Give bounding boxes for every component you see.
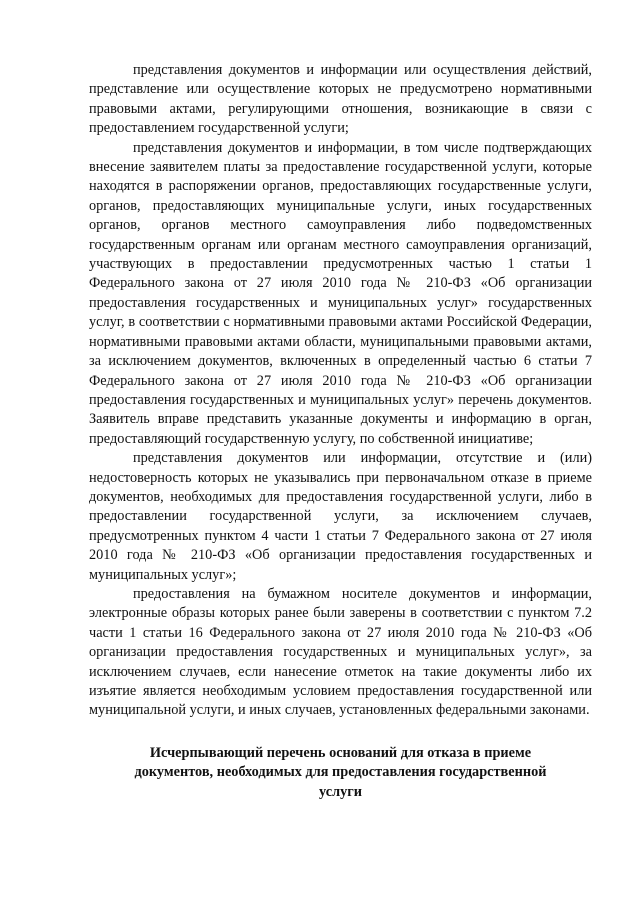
paragraph-4: предоставления на бумажном носителе документов и информации, электронные образы которых ранее были заверены в соответствии с пунктом 7.2 части 1 статьи 16 Федерального закона от 27 июля 2010 года № 210-ФЗ «Об организации предоставления государственных и муниципальных услуг», за исключением случаев, если нанесение отметок на такие документы либо их изъятие является необходимым условием предоставления государственной или муниципальной услуги, и иных случаев, установленных федеральными законами. [89,585,592,719]
paragraph-1: представления документов и информации или осуществления действий, представление или осуществление которых не предусмотрено нормативными правовыми актами, регулирующими отношения, возникающие в связи с предоставлением государственной услуги; [89,62,592,137]
paragraph-2: представления документов и информации, в том числе подтверждающих внесение заявителем платы за предоставление государственной услуги, которые находятся в распоряжении органов, предоставляющих государственные услуги, органов, предоставляющих муниципальные услуги, иных государственных органов, органов местного самоуправления либо подведомственных государственным органам или органам местного самоуправления организаций, участвующих в предоставлении предусмотренных частью 1 статьи 1 Федерального закона от 27 июля 2010 года № 210-ФЗ «Об организации предоставления государственных и муниципальных услуг» государственных услуг, в соответствии с нормативными правовыми актами Российской Федерации, нормативными правовыми актами области, муниципальными правовыми актами, за исключением документов, включенных в определенный частью 6 статьи 7 Федерального закона от 27 июля 2010 года № 210-ФЗ «Об организации предоставления государственных и муниципальных услуг» перечень документов. Заявитель вправе представить указанные документы и информацию в орган, предоставляющий государственную услугу, по собственной инициативе; [89,139,592,447]
section-heading: Исчерпывающий перечень оснований для отказа в приеме документов, необходимых для предоставления государственной услуги [134,744,547,800]
paragraph-3: представления документов или информации, отсутствие и (или) недостоверность которых не указывались при первоначальном отказе в приеме документов, необходимых для предоставления государственной услуги, либо в предоставлении государственной услуги, за исключением случаев, предусмотренных пунктом 4 части 1 статьи 7 Федерального закона от 27 июля 2010 года № 210-ФЗ «Об организации предоставления государственных и муниципальных услуг»; [89,450,592,583]
